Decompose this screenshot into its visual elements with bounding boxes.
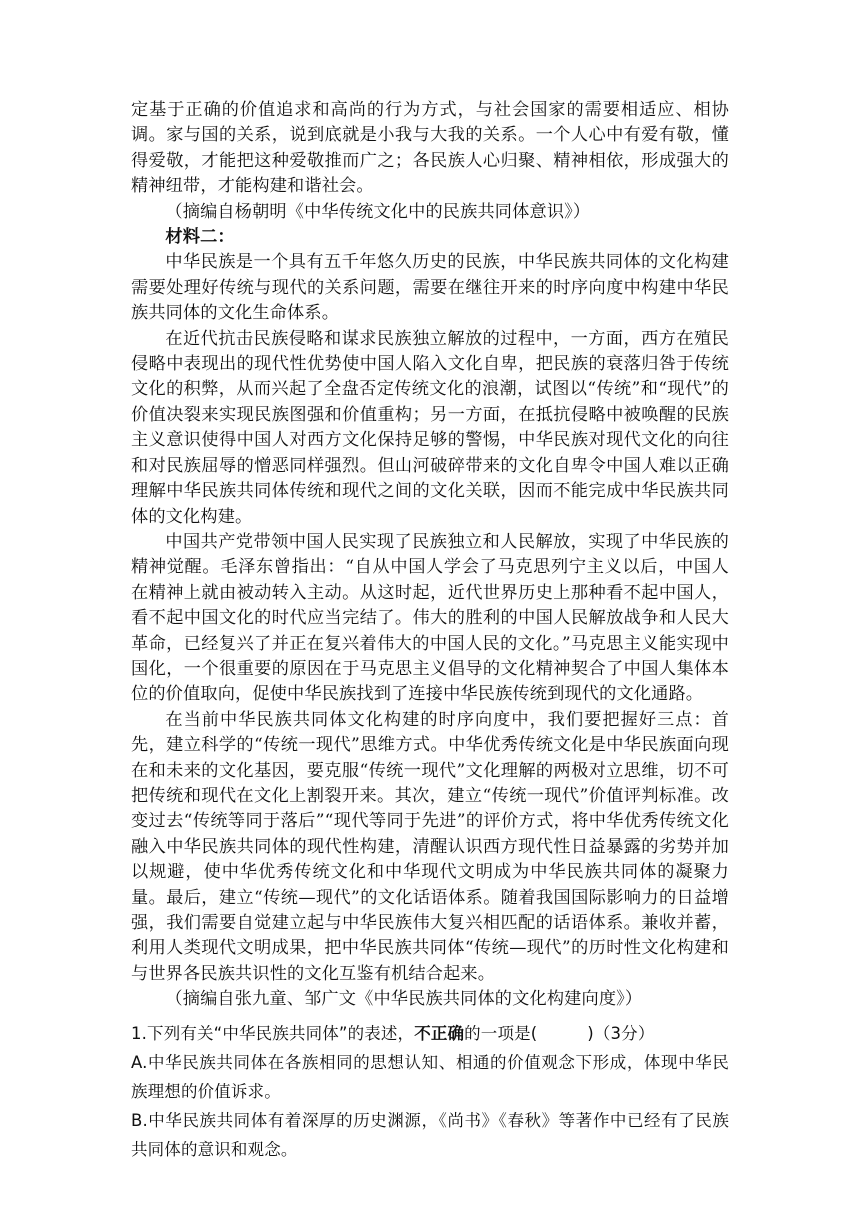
source-citation-2: （摘编自张九童、邹广文《中华民族共同体的文化构建向度》） — [165, 989, 643, 1010]
source-citation-1: （摘编自杨朝明《中华传统文化中的民族共同体意识》） — [165, 201, 591, 222]
material-2-heading: 材料二： — [165, 227, 235, 248]
continued-paragraph: 定基于正确的价值追求和高尚的行为方式，与社会国家的需要相适应、相协调。家与国的关系，说到底就是小我与大我的关系。一个人心中有爱有敬，懂得爱敬，才能把这种爱敬推而广之；各民族人心归聚、精神相依，形成强大的精神纽带，才能构建和谐社会。 — [131, 100, 729, 197]
question-1-suffix: 的一项是( )（3分） — [464, 1023, 655, 1043]
option-a: A.中华民族共同体在各族相同的思想认知、相通的价值观念下形成，体现中华民族理想的价值诉求。 — [131, 1052, 729, 1101]
option-b: B.中华民族共同体有着深厚的历史渊源，《尚书》《春秋》等著作中已经有了民族共同体的意识和观念。 — [131, 1110, 729, 1159]
material-2-paragraph: 中华民族是一个具有五千年悠久历史的民族，中华民族共同体的文化构建需要处理好传统与现代的关系问题，需要在继往开来的时序向度中构建中华民族共同体的文化生命体系。 — [131, 252, 729, 324]
document-page — [131, 98, 729, 1164]
question-1-prefix: 1.下列有关“中华民族共同体”的表述， — [131, 1023, 415, 1043]
material-2-paragraph: 在近代抗击民族侵略和谋求民族独立解放的过程中，一方面，西方在殖民侵略中表现出的现代性优势使中国人陷入文化自卑，把民族的衰落归咎于传统文化的积弊，从而兴起了全盘否定传统文化的浪潮，试图以“传统”和“现代”的价值决裂来实现民族图强和价值重构；另一方面，在抵抗侵略中被唤醒的民族主义意识使得中国人对西方文化保持足够的警惕，中华民族对现代文化的向往和对民族屈辱的憎恶同样强烈。但山河破碎带来的文化自卑令中国人难以正确理解中华民族共同体传统和现代之间的文化关联，因而不能完成中华民族共同体的文化构建。 — [131, 328, 729, 527]
material-2-paragraph: 在当前中华民族共同体文化构建的时序向度中，我们要把握好三点：首先，建立科学的“传统一现代”思维方式。中华优秀传统文化是中华民族面向现在和未来的文化基因，要克服“传统一现代”文化理解的两极对立思维，切不可把传统和现代在文化上割裂开来。其次，建立“传统一现代”价值评判标准。改变过去“传统等同于落后”“现代等同于先进”的评价方式，将中华优秀传统文化融入中华民族共同体的现代性构建，清醒认识西方现代性日益暴露的劣势并加以规避，使中华优秀传统文化和中华现代文明成为中华民族共同体的凝聚力量。最后，建立“传统—现代”的文化话语体系。随着我国国际影响力的日益增强，我们需要自觉建立起与中华民族伟大复兴相匹配的话语体系。兼收并蓄，利用人类现代文明成果，把中华民族共同体“传统—现代”的历时性文化构建和与世界各民族共识性的文化互鉴有机结合起来。 — [131, 709, 729, 984]
material-2-paragraph: 中国共产党带领中国人民实现了民族独立和人民解放，实现了中华民族的精神觉醒。毛泽东曾指出：“自从中国人学会了马克思列宁主义以后，中国人在精神上就由被动转入主动。从这时起，近代世界历史上那种看不起中国人，看不起中国文化的时代应当完结了。伟大的胜利的中国人民解放战争和人民大革命，已经复兴了并正在复兴着伟大的中国人民的文化。”马克思主义能实现中国化，一个很重要的原因在于马克思主义倡导的文化精神契合了中国人集体本位的价值取向，促使中华民族找到了连接中华民族传统到现代的文化通路。 — [131, 531, 729, 705]
question-1-emphasis: 不正确 — [414, 1023, 465, 1043]
question-1 — [131, 1019, 729, 1048]
